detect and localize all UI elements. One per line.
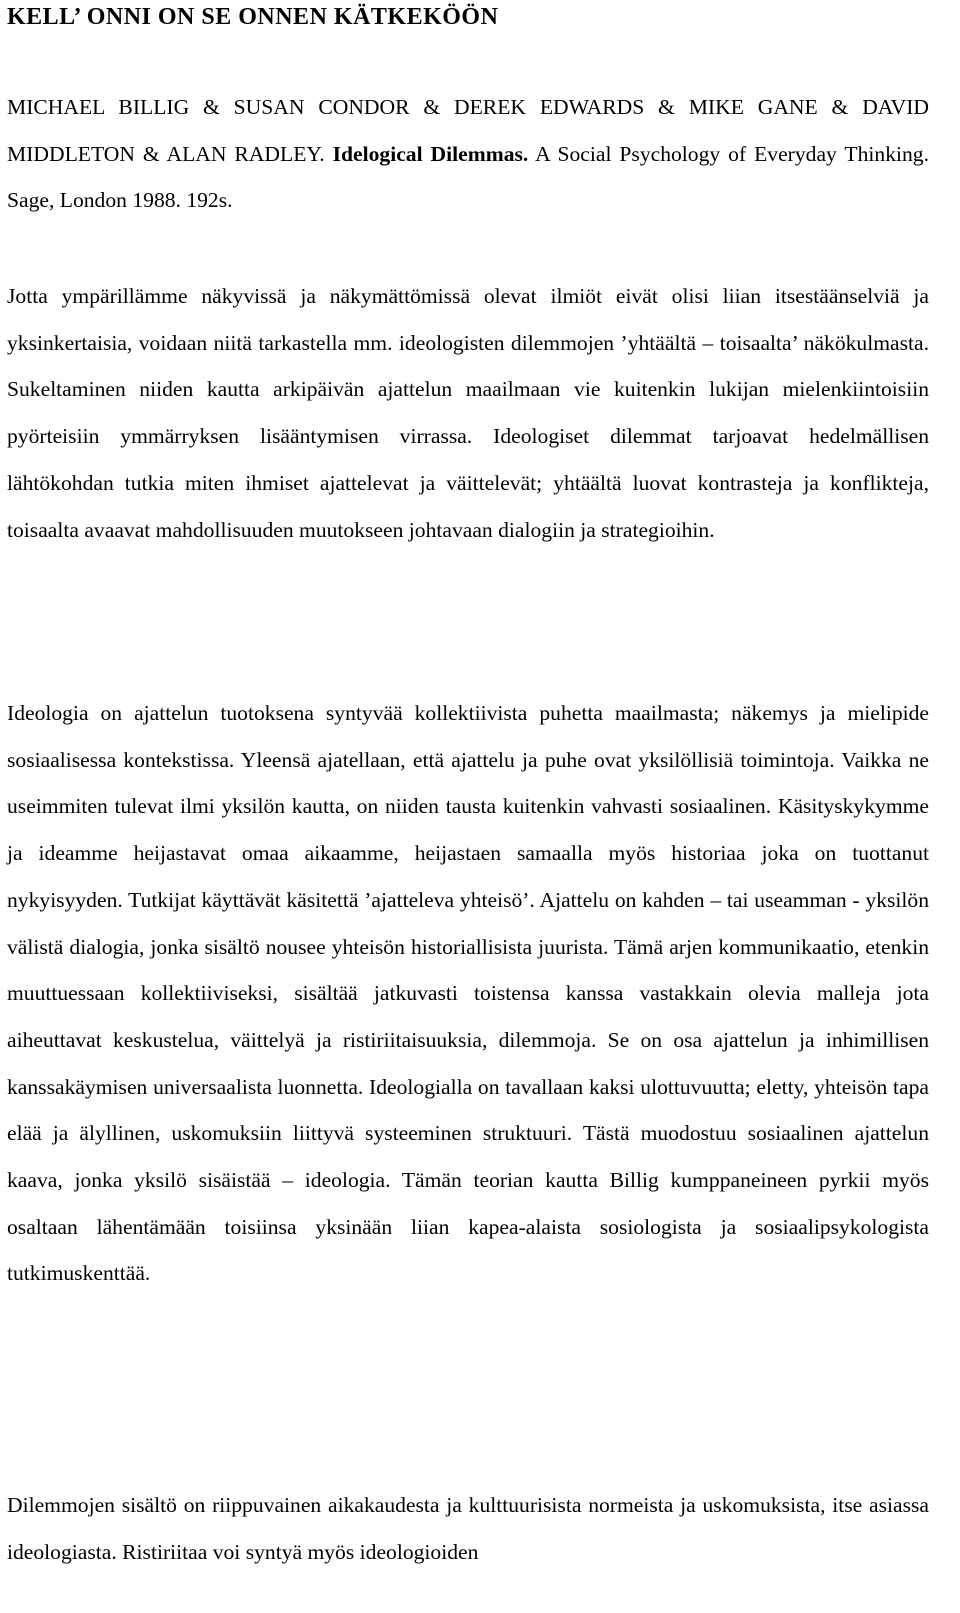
paragraph-2: Ideologia on ajattelun tuotoksena syntyvää kollektiivista puhetta maailmasta; näkemys ja mielipide sosiaalisessa kontekstissa. Yleensä ajatellaan, että ajattelu ja puhe ovat yksilöllisiä toimintoja. Vaikka ne useimmiten tulevat ilmi yksilön kautta, on niiden tausta kuitenkin vahvasti sosiaalinen. Käsityskykymme ja ideamme heijastavat omaa aikaamme, heijastaen samaalla myös historiaa joka on tuottanut nykyisyyden. Tutkijat käyttävät käsitettä ’ajatteleva yhteisö’. Ajattelu on kahden – tai useamman - yksilön välistä dialogia, jonka sisältö nousee yhteisön historiallisista juurista. Tämä arjen kommunikaatio, etenkin muuttuessaan kollektiiviseksi, sisältää jatkuvasti toistensa kanssa vastakkain olevia malleja jota aiheuttavat keskustelua, väittelyä ja ristiriitaisuuksia, dilemmoja. Se on osa ajattelun ja inhimillisen kanssakäymisen universaalista luonnetta. Ideologialla on tavallaan kaksi ulottuvuutta; eletty, yhteisön tapa elää ja älyllinen, uskomuksiin liittyvä systeeminen struktuuri. Tästä muodostuu sosiaalinen ajattelun kaava, jonka yksilö sisäistää – ideologia. Tämän teorian kautta Billig kumppaneineen pyrkii myös osaltaan lähentämään toisiinsa yksinään liian kapea-alaista sosiologista ja sosiaalipsykologista tutkimuskenttää. — [7, 701, 929, 1286]
reference-book-title: Idelogical Dilemmas. — [332, 141, 529, 166]
book-reference — [7, 84, 929, 224]
document-title: KELL’ ONNI ON SE ONNEN KÄTKEKÖÖN — [7, 4, 499, 30]
paragraph-1: Jotta ympärillämme näkyvissä ja näkymättömissä olevat ilmiöt eivät olisi liian itsestäänselviä ja yksinkertaisia, voidaan niitä tarkastella mm. ideologisten dilemmojen ’yhtäältä – toisaalta’ näkökulmasta. Sukeltaminen niiden kautta arkipäivän ajattelun maailmaan vie kuitenkin lukijan mielenkiintoisiin pyörteisiin ymmärryksen lisääntymisen virrassa. Ideologiset dilemmat tarjoavat hedelmällisen lähtökohdan tutkia miten ihmiset ajattelevat ja väittelevät; yhtäältä luovat kontrasteja ja konflikteja, toisaalta avaavat mahdollisuuden muutokseen johtavaan dialogiin ja strategioihin. — [7, 284, 929, 542]
paragraph-3: Dilemmojen sisältö on riippuvainen aikakaudesta ja kulttuurisista normeista ja uskomuksista, itse asiassa ideologiasta. Ristiriitaa voi syntyä myös ideologioiden — [7, 1493, 929, 1564]
reference-authors: MICHAEL BILLIG & SUSAN CONDOR & DEREK EDWARDS & MIKE GANE & DAVID MIDDLETON & ALAN RADLEY. — [7, 95, 929, 166]
reference-publication-info: A Social Psychology of Everyday Thinking. Sage, London 1988. 192s. — [7, 141, 930, 213]
